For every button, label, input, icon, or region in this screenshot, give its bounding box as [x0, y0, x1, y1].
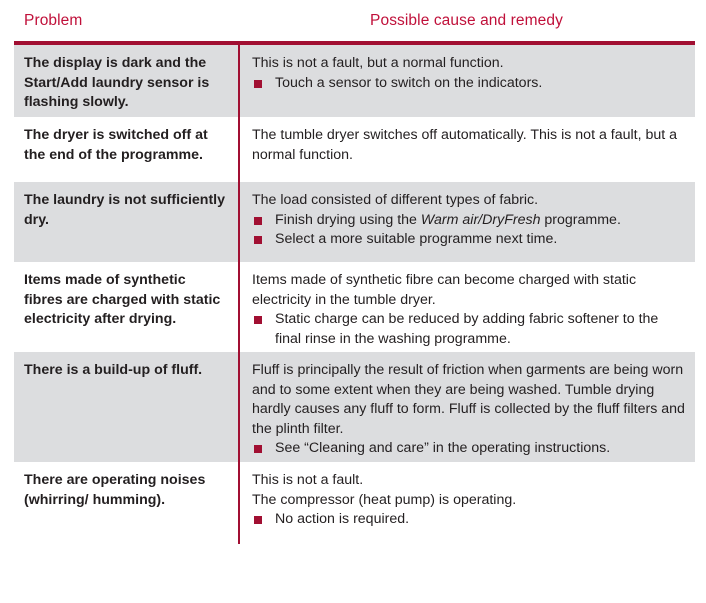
cause-cell — [240, 182, 695, 262]
cause-cell — [240, 462, 695, 544]
square-bullet-icon — [254, 516, 262, 524]
problem-cell: There is a build-up of fluff. — [24, 362, 203, 378]
problem-cell: The dryer is switched off at the end of the programme. — [24, 127, 208, 163]
problem-cell: The laundry is not sufficiently dry. — [24, 192, 226, 228]
cause-cell — [240, 262, 695, 352]
programme-name: Warm air/DryFresh — [420, 211, 541, 228]
table-row — [14, 262, 695, 352]
problem-cell: Items made of synthetic fibres are charged with static electricity after drying. — [24, 272, 221, 328]
problem-cell: There are operating noises (whirring/ humming). — [24, 472, 206, 508]
remedy-list-item — [252, 211, 685, 231]
remedy-text: Touch a sensor to switch on the indicators. — [275, 74, 543, 91]
remedy-text-tail: programme. — [540, 211, 621, 228]
cause-text-secondary: The compressor (heat pump) is operating. — [252, 491, 517, 508]
remedy-text: No action is required. — [275, 511, 410, 528]
remedy-text: Select a more suitable programme next time. — [275, 231, 558, 248]
remedy-list — [252, 310, 685, 349]
cause-cell — [240, 352, 695, 462]
remedy-list — [252, 439, 685, 459]
table-row — [14, 182, 695, 262]
remedy-list-item — [252, 230, 685, 250]
remedy-text: Static charge can be reduced by adding fabric softener to the final rinse in the washing programme. — [275, 311, 659, 347]
cause-cell — [240, 45, 695, 117]
cause-text: This is not a fault. — [252, 472, 364, 488]
table-body — [14, 45, 695, 544]
cause-text: The tumble dryer switches off automatically. This is not a fault, but a normal function. — [252, 127, 678, 163]
column-header-cause: Possible cause and remedy — [370, 12, 563, 29]
cause-text: The load consisted of different types of fabric. — [252, 192, 539, 208]
remedy-text: Finish drying using the — [275, 211, 421, 228]
cause-text: This is not a fault, but a normal function. — [252, 55, 504, 71]
square-bullet-icon — [254, 217, 262, 225]
square-bullet-icon — [254, 80, 262, 88]
remedy-list-item — [252, 510, 685, 530]
square-bullet-icon — [254, 316, 262, 324]
table-row — [14, 45, 695, 117]
cause-text: Items made of synthetic fibre can become charged with static electricity in the tumble dryer. — [252, 272, 637, 308]
remedy-list — [252, 74, 685, 94]
remedy-list — [252, 211, 685, 250]
square-bullet-icon — [254, 236, 262, 244]
table-row — [14, 352, 695, 462]
problem-cell: The display is dark and the Start/Add laundry sensor is flashing slowly. — [24, 55, 210, 111]
remedy-list-item — [252, 74, 685, 94]
remedy-text: See “Cleaning and care” in the operating instructions. — [275, 440, 611, 457]
troubleshooting-table — [14, 8, 695, 544]
table-row — [14, 462, 695, 544]
column-header-problem: Problem — [24, 12, 83, 29]
remedy-list — [252, 510, 685, 530]
table-header — [14, 8, 695, 41]
remedy-list-item — [252, 439, 685, 459]
remedy-list-item — [252, 310, 685, 349]
cause-text: Fluff is principally the result of friction when garments are being worn and to some extent when they are being washed. Tumble drying hardly causes any fluff to form. Fluff is collected by the fluff filters and the plinth filter. — [252, 362, 685, 437]
table-row — [14, 117, 695, 182]
cause-cell — [240, 117, 695, 182]
square-bullet-icon — [254, 445, 262, 453]
